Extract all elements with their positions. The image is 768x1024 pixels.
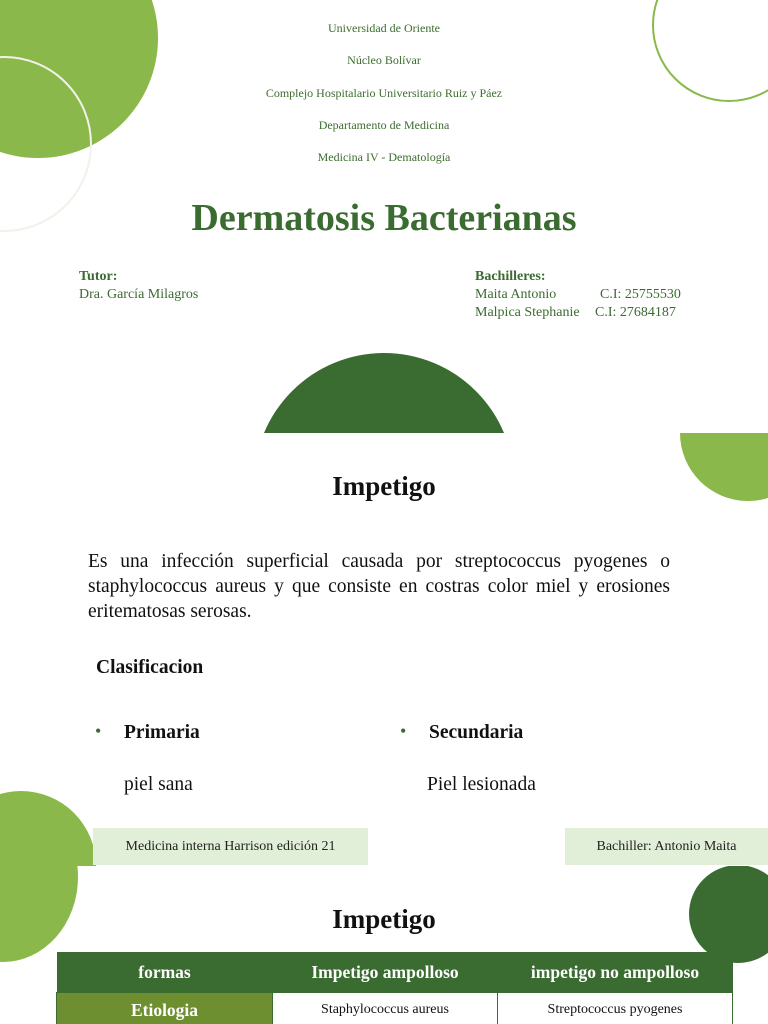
institution-line: Universidad de Oriente (328, 21, 440, 35)
table-header-cell: impetigo no ampolloso (498, 952, 733, 993)
reference-box: Medicina interna Harrison edición 21 (93, 828, 368, 865)
slide-heading: Impetigo (332, 904, 436, 934)
table-row-header: Etiologia (57, 993, 273, 1024)
class-primaria-description: piel sana (124, 774, 193, 795)
classification-heading: Clasificacion (96, 657, 204, 678)
table-header-cell: formas (57, 952, 273, 993)
institution-line: Medicina IV - Dematología (317, 150, 451, 164)
table-header-cell: Impetigo ampolloso (273, 952, 498, 993)
institution-line: Complejo Hospitalario Universitario Ruiz y Páez (265, 86, 503, 100)
tutor-name: Dra. García Milagros (79, 287, 199, 302)
deco-half-circle-bottom (254, 353, 514, 433)
cover-slide (0, 0, 768, 433)
forms-table (56, 952, 733, 1024)
impetigo-definition-slide (0, 433, 768, 866)
tutor-label: Tutor: (79, 269, 118, 284)
bullet-icon: • (95, 721, 102, 741)
student-name: Maita Antonio (475, 287, 557, 302)
impetigo-table-slide (0, 866, 768, 1024)
institution-line: Departamento de Medicina (318, 118, 450, 132)
class-secundaria-label: Secundaria (429, 722, 524, 743)
bullet-icon: • (400, 721, 407, 741)
student-ci: C.I: 25755530 (600, 287, 681, 302)
student-ci: C.I: 27684187 (595, 305, 676, 320)
slide-heading: Impetigo (332, 471, 436, 501)
table-cell: Staphylococcus aureus (273, 993, 498, 1024)
students-label: Bachilleres: (475, 269, 546, 284)
table-header-row (57, 952, 733, 993)
table-cell: Streptococcus pyogenes (498, 993, 733, 1024)
cover-title: Dermatosis Bacterianas (191, 197, 577, 239)
definition-paragraph: Es una infección superficial causada por streptococcus pyogenes o staphylococcus aureus y que consiste en costras color miel y erosiones eritematosas serosas. (88, 551, 670, 622)
table-row (57, 993, 733, 1024)
student-name: Malpica Stephanie (475, 305, 580, 320)
author-box: Bachiller: Antonio Maita (565, 828, 768, 865)
institution-line: Núcleo Bolívar (347, 53, 421, 67)
deco-circle-bottom-left (0, 791, 96, 866)
class-secundaria-description: Piel lesionada (427, 774, 536, 795)
class-primaria-label: Primaria (124, 722, 200, 743)
